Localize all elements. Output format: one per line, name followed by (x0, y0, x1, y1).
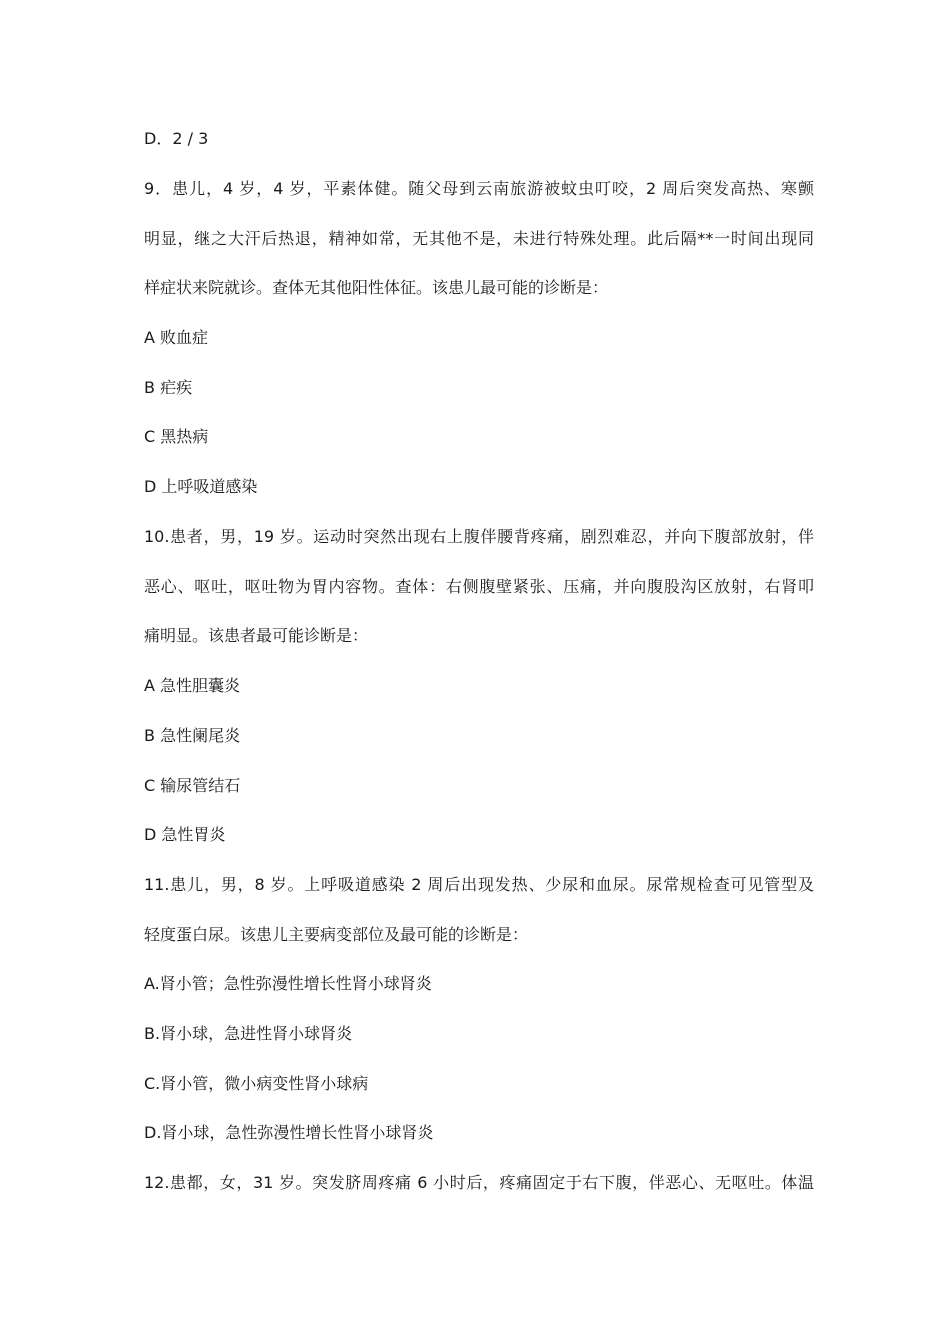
question-10-line-2: 恶心、呕吐，呕吐物为胃内容物。查体：右侧腹壁紧张、压痛，并向腹股沟区放射，右肾叩 (144, 577, 814, 596)
question-9-line-1: 9．患儿，4 岁，4 岁，平素体健。随父母到云南旅游被蚊虫叮咬，2 周后突发高热、寒颤 (144, 179, 814, 198)
question-11-option-a: A.肾小管；急性弥漫性增长性肾小球肾炎 (144, 974, 432, 993)
question-9-line-3: 样症状来院就诊。查体无其他阳性体征。该患儿最可能的诊断是： (144, 278, 609, 297)
question-11-option-b: B.肾小球，急进性肾小球肾炎 (144, 1024, 353, 1043)
question-10-option-d: D 急性胃炎 (144, 825, 226, 844)
question-12-line-1: 12.患都，女，31 岁。突发脐周疼痛 6 小时后，疼痛固定于右下腹，伴恶心、无呕吐。体温 (144, 1173, 814, 1192)
question-9-option-d: D 上呼吸道感染 (144, 477, 258, 496)
question-11-line-2: 轻度蛋白尿。该患儿主要病变部位及最可能的诊断是： (144, 925, 529, 944)
question-11-line-1: 11.患儿，男，8 岁。上呼吸道感染 2 周后出现发热、少尿和血尿。尿常规检查可见管型及 (144, 875, 814, 894)
question-10-option-b: B 急性阑尾炎 (144, 726, 241, 745)
question-11-option-c: C.肾小管，微小病变性肾小球病 (144, 1074, 369, 1093)
question-10-line-3: 痛明显。该患者最可能诊断是： (144, 626, 369, 645)
question-9-option-b: B 疟疾 (144, 378, 193, 397)
question-10-option-a: A 急性胆囊炎 (144, 676, 241, 695)
question-11-option-d: D.肾小球，急性弥漫性增长性肾小球肾炎 (144, 1123, 434, 1142)
question-9-option-c: C 黑热病 (144, 427, 209, 446)
question-9-option-a: A 败血症 (144, 328, 209, 347)
question-10-line-1: 10.患者，男，19 岁。运动时突然出现右上腹伴腰背疼痛，剧烈难忍，并向下腹部放射，伴 (144, 527, 814, 546)
option-d-fraction: D．2 / 3 (144, 129, 209, 148)
question-9-line-2: 明显，继之大汗后热退，精神如常，无其他不是，未进行特殊处理。此后隔**一时间出现同 (144, 229, 814, 248)
question-10-option-c: C 输尿管结石 (144, 776, 241, 795)
